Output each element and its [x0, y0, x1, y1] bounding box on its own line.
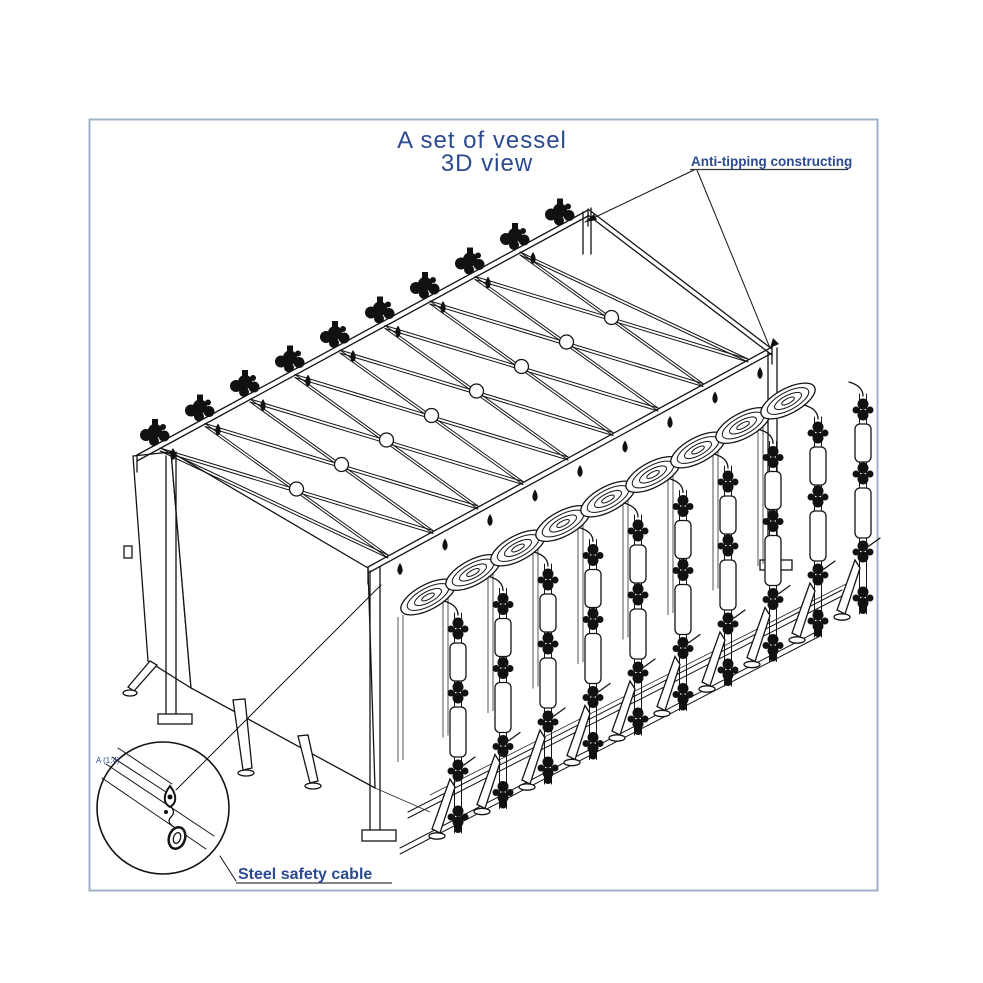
- steel-cable-label-text: Steel safety cable: [238, 866, 373, 883]
- title-line-2: 3D view: [440, 150, 534, 177]
- anti-tipping-label-text: Anti-tipping constructing: [691, 154, 853, 169]
- title-line-1: A set of vessel: [397, 127, 567, 154]
- label-anti-tipping: [690, 154, 852, 170]
- detail-scale-label: A (1:4): [96, 756, 120, 765]
